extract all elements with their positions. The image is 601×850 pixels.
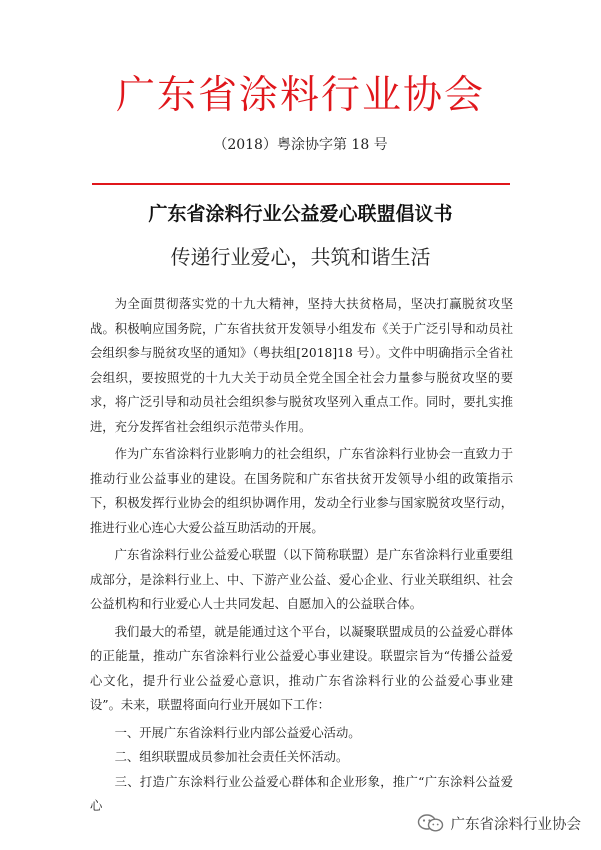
body-paragraph: 广东省涂料行业公益爱心联盟（以下简称联盟）是广东省涂料行业重要组成部分，是涂料行业上、中、下游产业公益、爱心企业、行业关联组织、社会公益机构和行业爱心人士共同发起、自愿加入的公益联合体。 bbox=[90, 548, 513, 611]
body-paragraph: 作为广东省涂料行业影响力的社会组织，广东省涂料行业协会一直致力于推动行业公益事业的建设。在国务院和广东省扶贫开发领导小组的政策指示下，积极发挥行业协会的组织协调作用，发动全行业参与国家脱贫攻坚行动，推进行业心连心大爱公益互助活动的开展。 bbox=[90, 447, 513, 535]
wechat-icon bbox=[417, 813, 445, 833]
document-title: 广东省涂料行业公益爱心联盟倡议书 bbox=[148, 203, 453, 225]
list-item: 二、组织联盟成员参加社会责任关怀活动。 bbox=[114, 750, 349, 764]
list-item: 一、开展广东省涂料行业内部公益爱心活动。 bbox=[114, 725, 361, 740]
wechat-account-name: 广东省涂料行业协会 bbox=[450, 816, 581, 833]
document-subtitle: 传递行业爱心，共筑和谐生活 bbox=[170, 245, 431, 269]
document-number: （2018）粤涂协字第 18 号 bbox=[213, 137, 388, 153]
body-paragraph: 我们最大的希望，就是能通过这个平台，以凝聚联盟成员的公益爱心群体的正能量，推动广东省涂料行业公益爱心事业建设。联盟宗旨为“传播公益爱心文化，提升行业公益爱心意识，推动广东省涂料行业的公益爱心事业建设”。未来，联盟将面向行业开展如下工作： bbox=[90, 624, 513, 712]
body-paragraph: 为全面贯彻落实党的十九大精神，坚持大扶贫格局，坚决打赢脱贫攻坚战。积极响应国务院，广东省扶贫开发领导小组发布《关于广泛引导和动员社会组织参与脱贫攻坚的通知》（粤扶组[2018]18 号）。文件中明确指示全省社会组织，要按照党的十九大关于动员全党全国全社会力量参与脱贫攻坚的要求，将广泛引导和动员社会组织参与脱贫攻坚列入重点工作。同时，要扎实推进，充分发挥省社会组织示范带头作用。 bbox=[90, 297, 513, 434]
red-divider-line bbox=[92, 183, 510, 185]
document-body bbox=[90, 292, 513, 819]
header-org-name: 广东省涂料行业协会 bbox=[115, 73, 485, 118]
wechat-account-watermark bbox=[417, 812, 582, 834]
list-item: 三、打造广东涂料行业公益爱心群体和企业形象，推广“广东涂料公益爱心 bbox=[90, 774, 513, 813]
